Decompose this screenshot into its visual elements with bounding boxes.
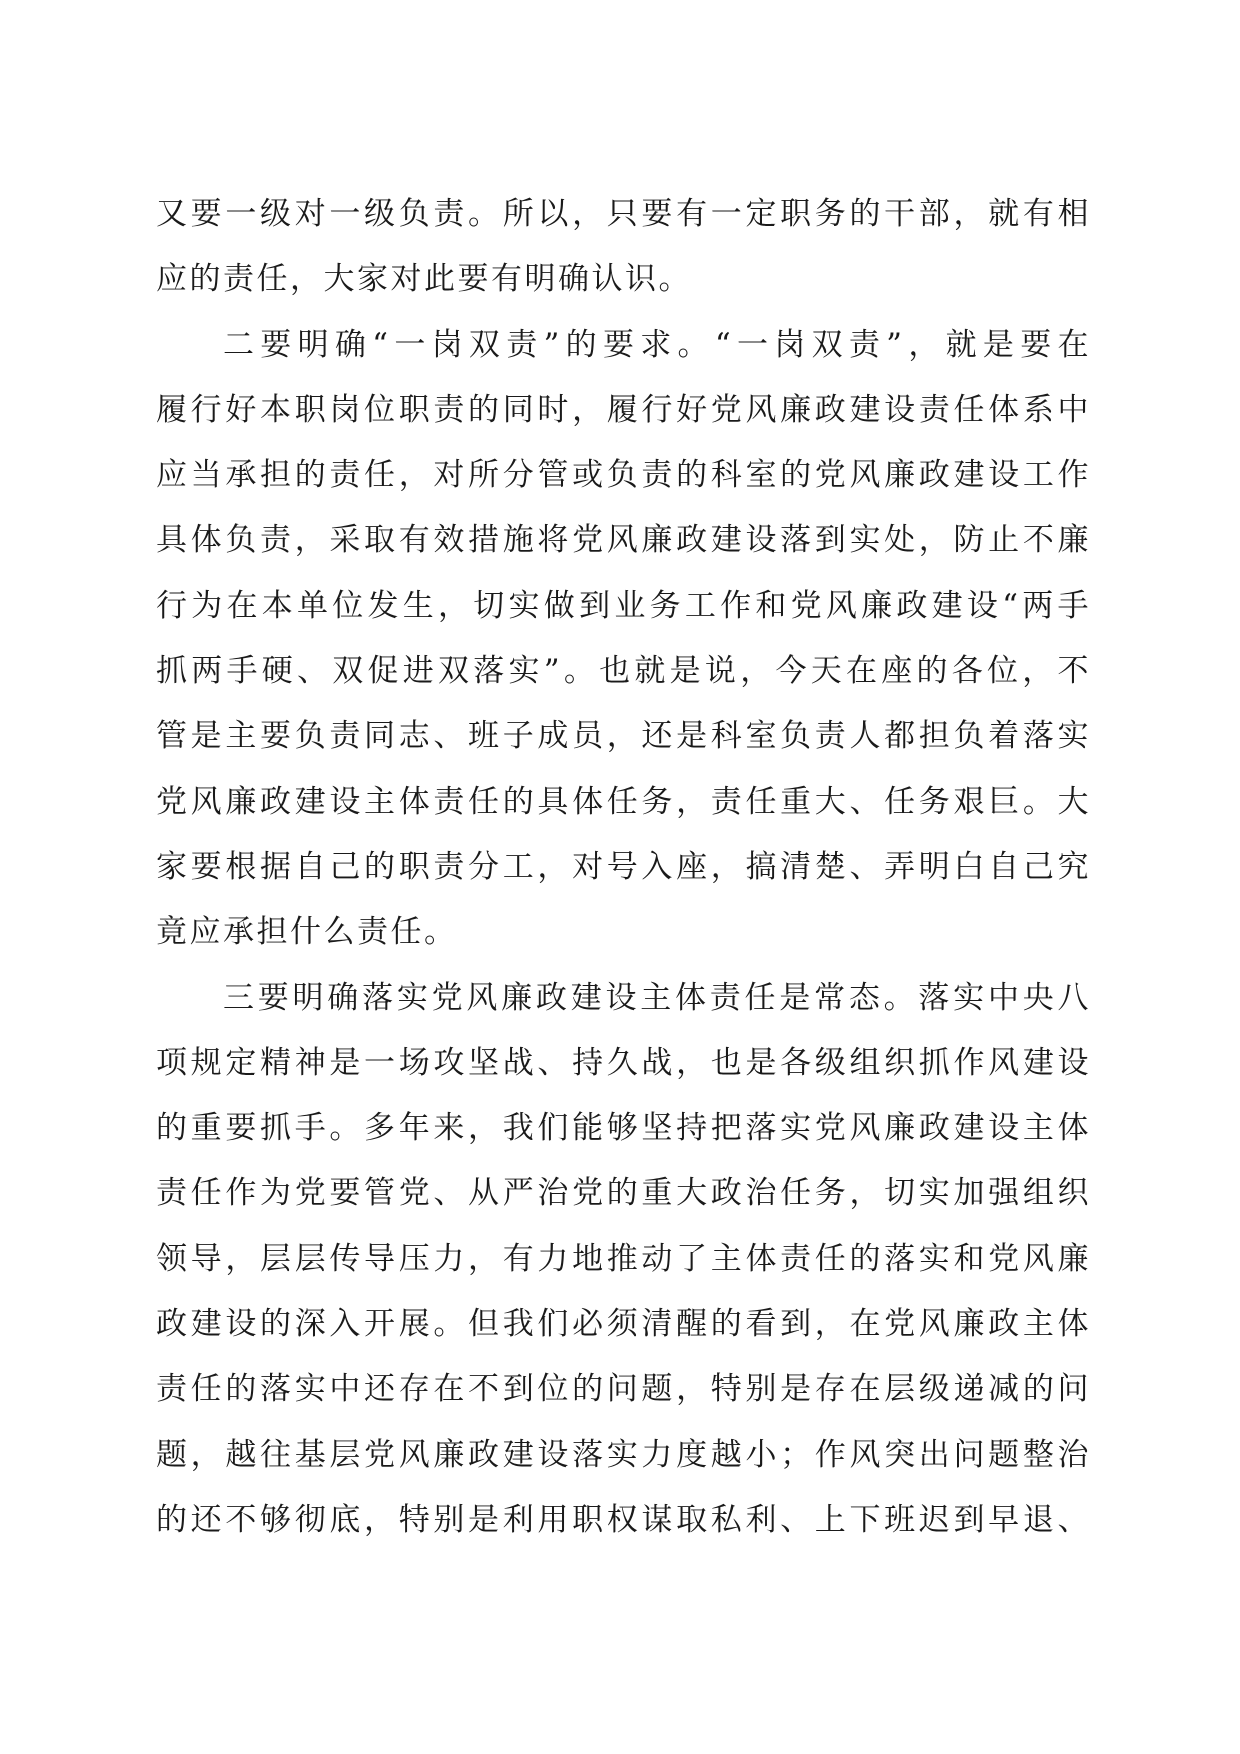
text-line: 政建设的深入开展。但我们必须清醒的看到，在党风廉政主体 (156, 1306, 1091, 1343)
text-line: 领导，层层传导压力，有力地推动了主体责任的落实和党风廉 (156, 1240, 1091, 1277)
text-line: 题，越往基层党风廉政建设落实力度越小；作风突出问题整治 (156, 1436, 1091, 1473)
text-line: 抓两手硬、双促进双落实”。也就是说，今天在座的各位，不 (156, 653, 1091, 690)
body-text (156, 182, 1091, 1553)
text-line: 又要一级对一级负责。所以，只要有一定职务的干部，就有相 (156, 196, 1091, 232)
text-line: 应的责任，大家对此要有明确认识。 (156, 261, 692, 298)
text-line: 家要根据自己的职责分工，对号入座，搞清楚、弄明白自己究 (156, 848, 1091, 885)
text-line: 责任的落实中还存在不到位的问题，特别是存在层级递减的问 (156, 1371, 1091, 1408)
text-line: 项规定精神是一场攻坚战、持久战，也是各级组织抓作风建设 (156, 1044, 1091, 1081)
text-line: 竟应承担什么责任。 (156, 914, 458, 951)
paragraph-start-line: 三要明确落实党风廉政建设主体责任是常态。落实中央八 (223, 979, 1091, 1016)
text-line: 管是主要负责同志、班子成员，还是科室负责人都担负着落实 (156, 718, 1091, 755)
text-line: 的重要抓手。多年来，我们能够坚持把落实党风廉政建设主体 (156, 1110, 1091, 1147)
text-line: 行为在本单位发生，切实做到业务工作和党风廉政建设“两手 (156, 587, 1091, 624)
text-line: 责任作为党要管党、从严治党的重大政治任务，切实加强组织 (156, 1175, 1091, 1212)
paragraph-start-line: 二要明确“一岗双责”的要求。“一岗双责”，就是要在 (223, 326, 1091, 363)
text-line: 的还不够彻底，特别是利用职权谋取私利、上下班迟到早退、 (156, 1501, 1091, 1538)
text-line: 履行好本职岗位职责的同时，履行好党风廉政建设责任体系中 (156, 391, 1091, 428)
text-line: 党风廉政建设主体责任的具体任务，责任重大、任务艰巨。大 (156, 783, 1091, 820)
text-line: 具体负责，采取有效措施将党风廉政建设落到实处，防止不廉 (156, 522, 1091, 559)
text-line: 应当承担的责任，对所分管或负责的科室的党风廉政建设工作 (156, 457, 1091, 494)
